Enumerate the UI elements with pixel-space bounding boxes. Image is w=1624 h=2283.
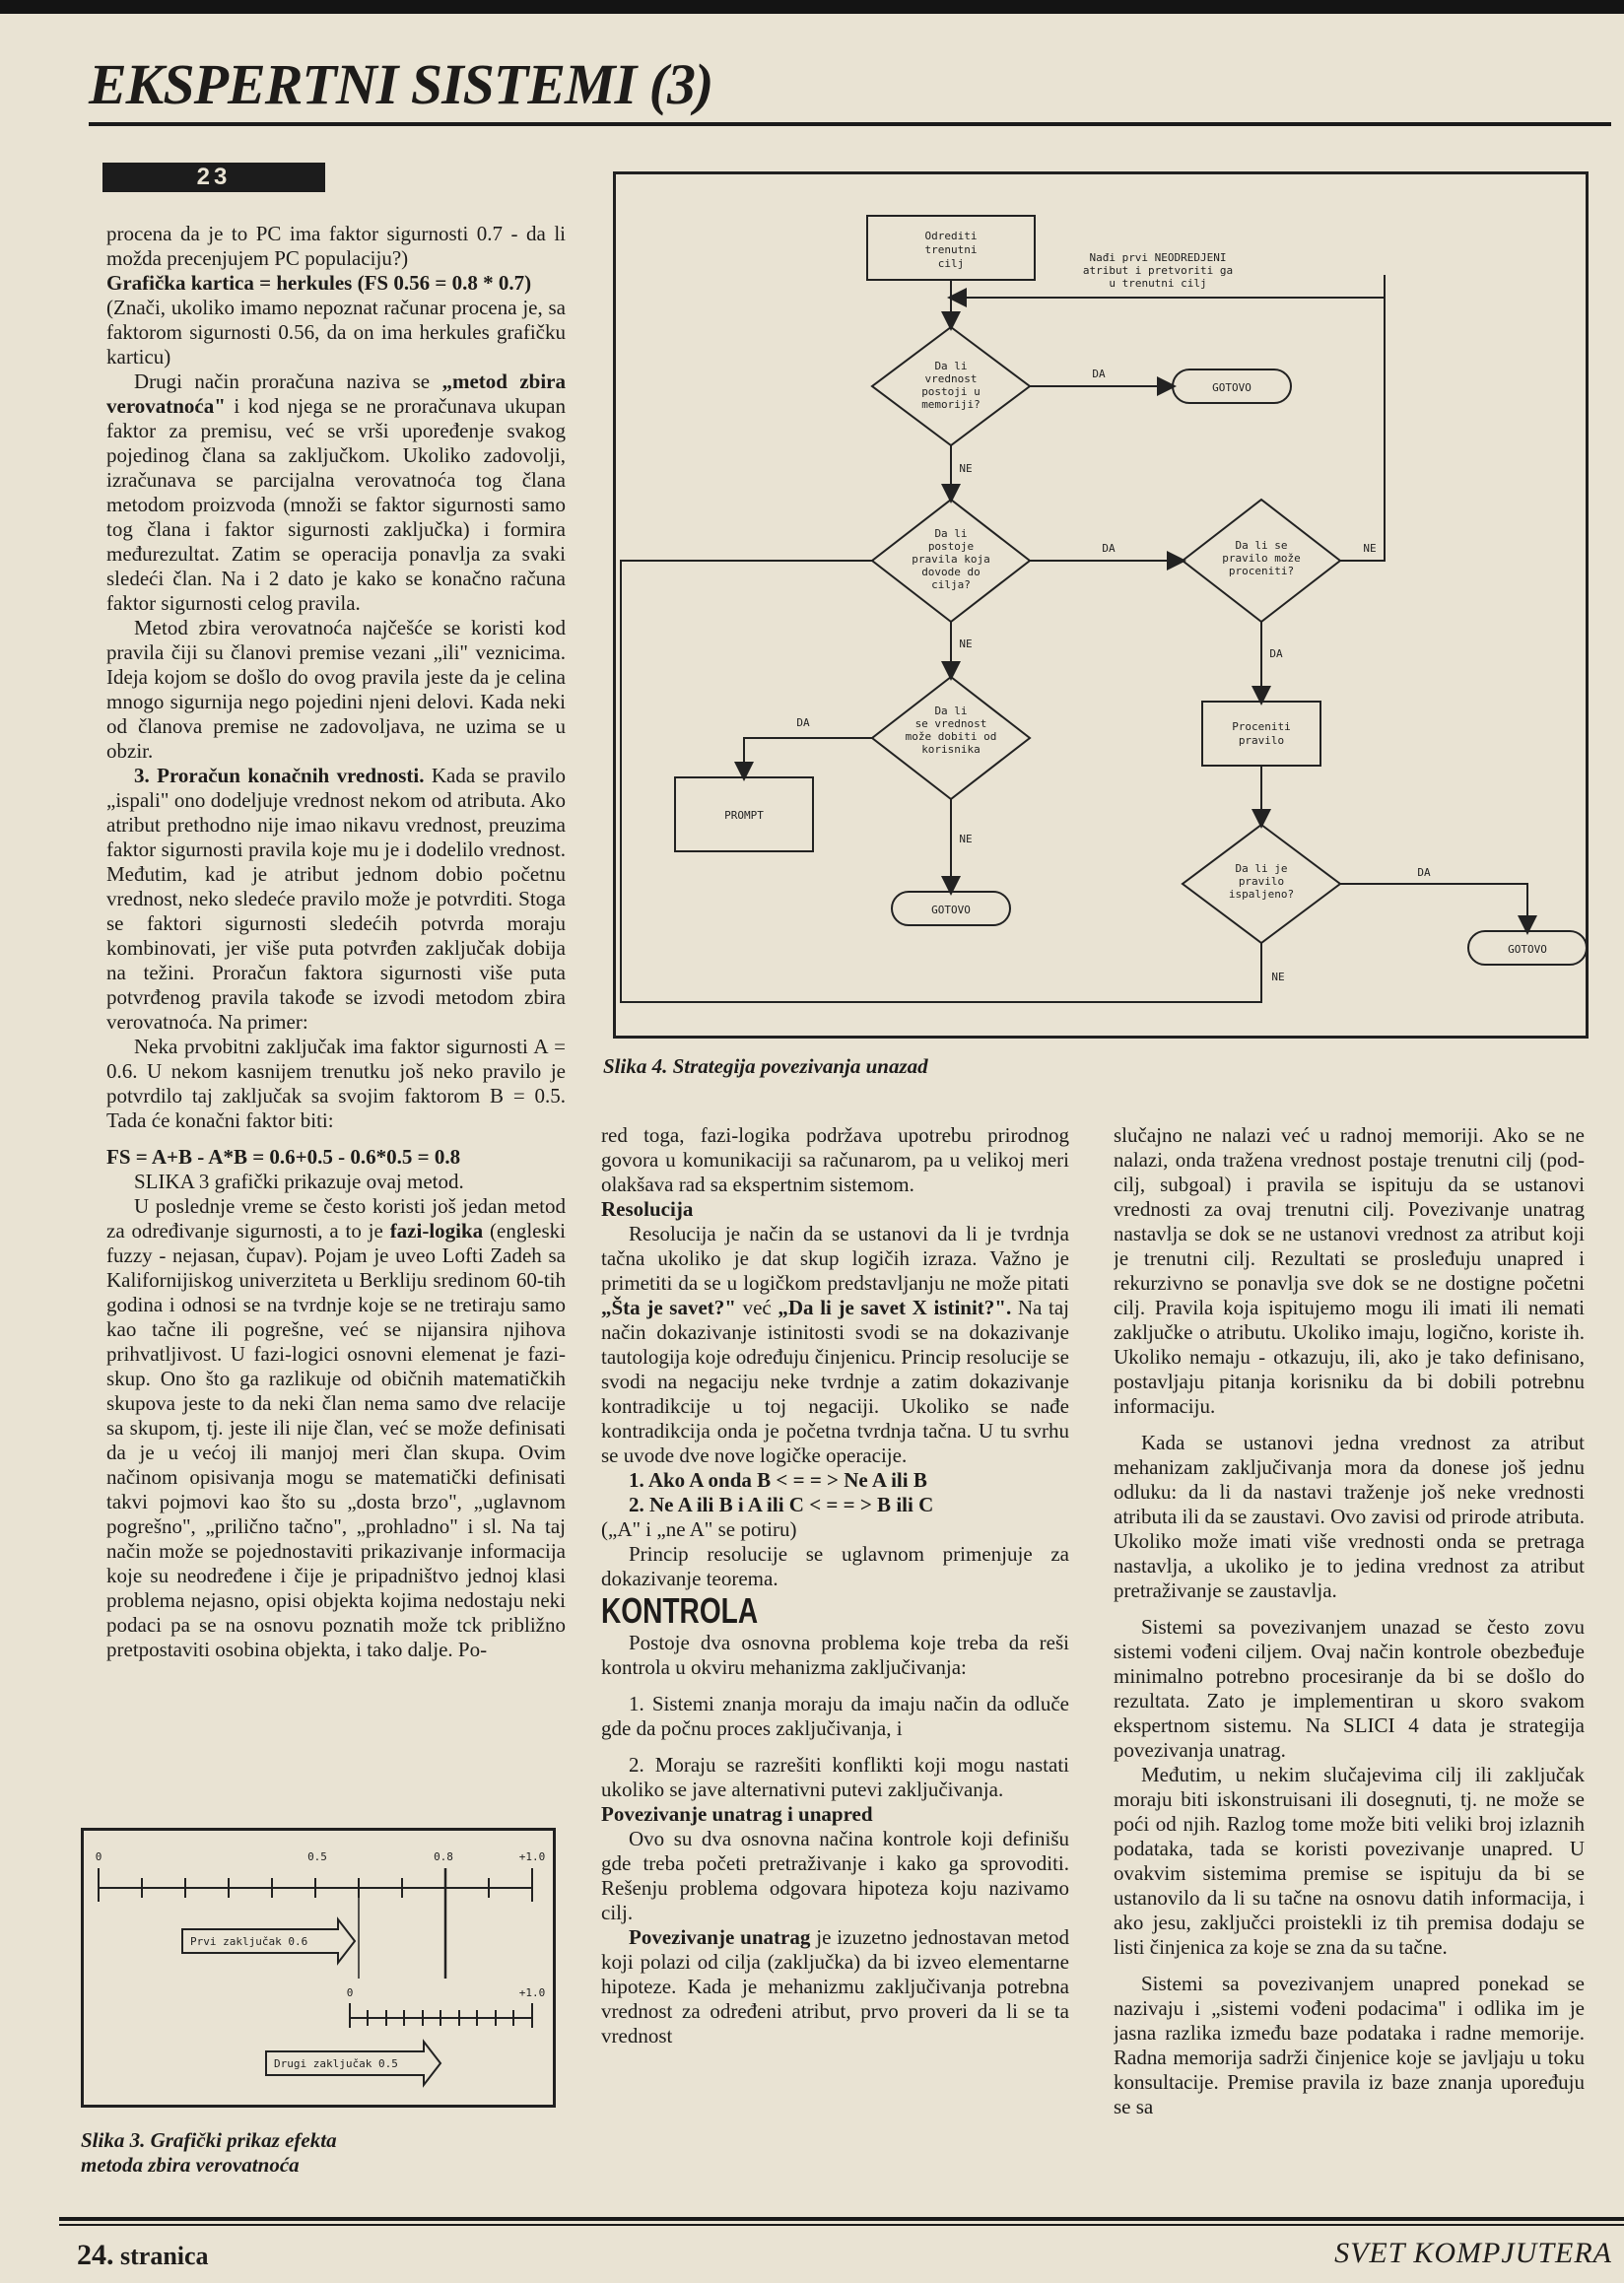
scale2-label-1: +1.0 — [518, 1986, 546, 1999]
label-isp-2: pravilo — [1238, 875, 1285, 888]
figure-3-caption-line1: Slika 3. Grafički prikaz efekta — [81, 2128, 337, 2152]
figure-4-frame — [613, 171, 1589, 1039]
text-run: već — [735, 1296, 778, 1319]
label-ne-3: NE — [1271, 971, 1285, 983]
label-isp-1: Da li je — [1235, 862, 1288, 875]
page-number — [77, 2239, 209, 2272]
label-ne-4: NE — [959, 638, 973, 650]
paragraph: Postoje dva osnovna problema koje treba da reši kontrola u okviru mehanizma zaključivanja: — [601, 1631, 1069, 1679]
title-rule — [89, 122, 1611, 126]
paragraph — [601, 1925, 1069, 2048]
paragraph: Kada se ustanovi jedna vrednost za atribut mehanizam zaključivanja mora da donese još jednu odluku: da li da nastavi traženje još neke vrednosti atributa ili da se zaustavi. Ovo zavisi od prirode atributa. Ukoliko može imati više vrednosti onda se pretraga nastavlja, a ukoliko je to jedina vrednost za atribut pretraživanje se zaustavlja. — [1114, 1431, 1585, 1602]
paragraph: Metod zbira verovatnoća najčešće se koristi kod pravila čiji su članovi premise vezani „ili" veznicima. Ideja kojom se došlo do ovog pravila jeste da je celina mnogo sigurnija nego pojedini njeni delovi. Kada neki od članova premise ne zadovoljava, ne uzima se u obzir. — [106, 616, 566, 763]
label-odrediti-3: cilj — [937, 257, 965, 270]
label-da-5: DA — [796, 716, 810, 729]
label-prav-5: cilja? — [931, 578, 971, 591]
paragraph: Međutim, u nekim slučajevima cilj ili zaključak moraju biti iskonstruisani ili dosegnuti, tj. ne može se poći od njih. Razlog tome može biti veliki broj izlaznih podataka, tada se koristi povezivanje unapred. U ovakvim sistemima premise se ispituju da bi se ustanovilo da li su tačne na osnovu datih informacija, i ako jesu, zaključci proistekli iz tih premisa dodaju se listi činjenica za koje se zna da su tačne. — [1114, 1763, 1585, 1959]
label-da-1: DA — [1092, 368, 1106, 380]
label-da-4: DA — [1417, 866, 1431, 879]
magazine-name: SVET KOMPJUTERA — [1334, 2237, 1612, 2269]
label-ne-5: NE — [959, 833, 973, 845]
section-heading: Povezivanje unatrag i unapred — [601, 1802, 873, 1826]
label-da-2: DA — [1102, 542, 1116, 555]
scale1-label-1: +1.0 — [518, 1850, 546, 1863]
paragraph: 1. Sistemi znanja moraju da imaju način da odluče gde da počnu proces zaključivanja, i — [601, 1692, 1069, 1740]
paragraph — [601, 1222, 1069, 1468]
label-drugi-zakljucak: Drugi zaključak 0.5 — [274, 2057, 398, 2070]
label-kor-1: Da li — [934, 705, 968, 717]
label-mem-1: Da li — [934, 360, 968, 372]
label-ne-1: NE — [959, 462, 973, 475]
label-odrediti-1: Odrediti — [924, 230, 978, 242]
paragraph: („A" i „ne A" se potiru) — [601, 1517, 797, 1541]
page-word: stranica — [120, 2242, 209, 2270]
figure-3-frame — [81, 1828, 556, 2108]
label-box-proc-2: pravilo — [1238, 734, 1285, 747]
scale1-label-08: 0.8 — [434, 1850, 453, 1863]
paragraph: procena da je to PC ima faktor sigurnosti 0.7 - da li možda precenjujem PC populaciju?) — [106, 222, 566, 270]
logic-operation-2: 2. Ne A ili B i A ili C < = = > B ili C — [629, 1493, 934, 1516]
flowchart-figure-4 — [616, 174, 1586, 1036]
label-odrediti-2: trenutni — [924, 243, 978, 256]
text-run: Drugi način proračuna naziva se — [134, 369, 442, 393]
column-2 — [601, 1123, 1069, 2199]
paragraph: Princip resolucije se uglavnom primenjuje za dokazivanje teorema. — [601, 1542, 1069, 1590]
article-title: EKSPERTNI SISTEMI (3) — [89, 52, 713, 116]
section-heading-kontrola: KONTROLA — [601, 1590, 759, 1631]
scale1-label-05: 0.5 — [307, 1850, 327, 1863]
paragraph: SLIKA 3 grafički prikazuje ovaj metod. — [134, 1170, 464, 1193]
scale1-label-0: 0 — [95, 1850, 102, 1863]
paragraph — [106, 369, 566, 616]
footer-rule-thin — [59, 2224, 1624, 2226]
paragraph: 2. Moraju se razrešiti konflikti koji mogu nastati ukoliko se jave alternativni putevi zaključivanja. — [601, 1753, 1069, 1801]
text-run: Na taj način dokazivanje istinitosti svodi se na dokazivanje tautologija koje određuju činjenicu. Princip resolucije se svodi na negaciju neke tvrdnje a zatim dokazivanje kontradikcije u toj negaciji. Ukoliko se nađe kontradikcija onda je početna tvrdnja tačna. U tu svrhu se uvode dve nove logičke operacije. — [601, 1296, 1069, 1467]
note-first-3: u trenutni cilj — [1109, 277, 1207, 290]
issue-number-badge: 23 — [102, 163, 325, 192]
scale-figure-3 — [84, 1831, 553, 2105]
scale2-ticks — [350, 2003, 532, 2028]
section-heading: 3. Proračun konačnih vrednosti. — [134, 764, 425, 787]
paragraph: red toga, fazi-logika podržava upotrebu prirodnog govora u komunikaciji sa računarom, pa u velikoj meri olakšava rad sa ekspertnim sistemom. — [601, 1123, 1069, 1196]
label-box-proc-1: Proceniti — [1232, 720, 1291, 733]
label-gotovo-2: GOTOVO — [931, 904, 971, 916]
label-kor-2: se vrednost — [914, 717, 987, 730]
figure-4-caption: Slika 4. Strategija povezivanja unazad — [603, 1054, 928, 1078]
label-gotovo-3: GOTOVO — [1508, 943, 1547, 956]
label-proc-3: proceniti? — [1228, 565, 1295, 577]
term: Povezivanje unatrag — [629, 1925, 811, 1949]
top-edge-bar — [0, 0, 1624, 14]
term: fazi-logika — [389, 1219, 484, 1242]
label-prav-3: pravila koja — [912, 553, 990, 566]
note-first-1: Nađi prvi NEODREDJENI — [1089, 251, 1227, 264]
label-kor-3: može dobiti od — [905, 730, 997, 743]
paragraph: Sistemi sa povezivanjem unapred ponekad se nazivaju i „sistemi vođeni podacima" i odlika im je jasna razlika između baze podataka i radne memorije. Radna memorija sadrži činjenice koje se javljaju u toku konsultacije. Premise pravila iz baze znanja upoređuju se sa — [1114, 1972, 1585, 2118]
paragraph: Grafička kartica = herkules (FS 0.56 = 0.8 * 0.7) — [106, 271, 532, 295]
term: „metod zbira verovatnoća" — [106, 369, 566, 418]
column-1 — [106, 222, 566, 1823]
label-da-3: DA — [1269, 647, 1283, 660]
label-prav-2: postoje — [927, 540, 975, 553]
label-kor-4: korisnika — [921, 743, 981, 756]
logic-operation-1: 1. Ako A onda B < = = > Ne A ili B — [629, 1468, 927, 1492]
scale1-ticks — [99, 1868, 532, 1902]
label-isp-3: ispaljeno? — [1228, 888, 1295, 901]
paragraph — [106, 764, 566, 1035]
note-first-2: atribut i pretvoriti ga — [1082, 264, 1234, 277]
label-prav-4: dovode do — [921, 566, 981, 578]
section-heading: Resolucija — [601, 1197, 694, 1221]
paragraph: Ovo su dva osnovna načina kontrole koji definišu gde treba početi pretraživanje i kako ga sprovoditi. Rešenju problema odgovara hipoteza koju nazivamo cilj. — [601, 1827, 1069, 1924]
label-mem-4: memoriji? — [921, 398, 981, 411]
paragraph: slučajno ne nalazi već u radnoj memoriji. Ako se ne nalazi, onda tražena vrednost postaje trenutni cilj (pod-cilj, subgoal) i pravila se ispituju da se ustanovi vrednosti za ovaj trenutni cilj. Povezivanje unatrag nastavlja se dok se ne ustanovi vrednost za atribut koji je trenutni cilj. Rezultati se prosleđuju unapred i rekurzivno se ponavlja sve dok se ne dostigne početni cilj. Pravila koja ispitujemo mogu ili imati ili nemati zaključke o atributu. Ukoliko imaju, logično, koriste ih. Ukoliko nemaju - otkazuju, ili, ako je tako definisano, postavljaju pitanja korisniku da bi dobili potrebnu informaciju. — [1114, 1123, 1585, 1418]
page-number-value: 24. — [77, 2239, 114, 2271]
term: „Da li je savet X istinit?". — [778, 1296, 1012, 1319]
text-run: i kod njega se ne proračunava ukupan faktor za premisu, već se vrši upoređenje svakog pojedinog člana sa zaključkom. Ukoliko zadovolji, izračunava se parcijalna verovatnoća tog člana metodom proizvoda (množi se faktor sigurnosti samo tog člana i faktor sigurnosti zaključka) i formira međurezultat. Zatim se operacija ponavlja za svaki sledeći član. Na i 2 dato je kako se konačno računa faktor sigurnosti celog pravila. — [106, 394, 566, 615]
label-gotovo-1: GOTOVO — [1212, 381, 1252, 394]
scale2-label-0: 0 — [346, 1986, 354, 1999]
figure-3-caption-line2: metoda zbira verovatnoća — [81, 2153, 300, 2177]
text-run: Kada se pravilo „ispali" ono dodeljuje vrednost nekom od atributa. Ako atribut prethodno nije imao nikavu vrednost, preuzima faktor sigurnosti pravila koje mu je i dodelilo vrednost. Međutim, kad je atribut jednom dobio početnu vrednost, neko sledeće pravilo može je potvrditi. Stoga se faktori sigurnosti sledećih potvrda moraju kombinovati, jer više puta potvrđen zaključak dobija na težini. Proračun faktora sigurnosti više puta potvrđenog pravila takođe se izvodi metodom zbira verovatnoća. Na primer: — [106, 764, 566, 1034]
label-prvi-zakljucak: Prvi zaključak 0.6 — [190, 1935, 308, 1948]
footer-rule — [59, 2217, 1624, 2221]
text-run: Resolucija je način da se ustanovi da li je tvrdnja tačna ukoliko je dat skup logičih izraza. Važno je primetiti da se u logičkom predstavljanju ne može pitati — [601, 1222, 1069, 1295]
formula: FS = A+B - A*B = 0.6+0.5 - 0.6*0.5 = 0.8 — [106, 1145, 461, 1169]
label-proc-2: pravilo može — [1222, 552, 1301, 565]
term: „Šta je savet?" — [601, 1296, 736, 1319]
text-run: (engleski fuzzy - nejasan, čupav). Pojam je uveo Lofti Zadeh sa Kalifornijiskog univerziteta u Berkliju sredinom 60-tih godina i odnosi se na tvrdnje koje se ne tretiraju samo kao tačne ili pogrešne, već se nijansira njihova prihvatljivost. U fazi-logici osnovni elemenat je fazi-skup. Ono što ga razlikuje od običnih matematičkih skupova jeste to da neki član nema samo dve relacije sa skupom, tj. jeste ili nije član, već se može definisati da je u većoj ili manjoj meri član skupa. Ovim načinom opisivanja mogu se matematički definisati takvi pojmovi kao što su „dosta brzo", „uglavnom pogrešno", „prilično tačno", „prohladno" i sl. Na taj način može se pojednostaviti prikazivanje informacija koje su neodređene i čije je pripadništvo jednoj klasi problema nejasno, opisi objekta kojima nedostaju neki podaci pa se na osnovu poznatih može tck približno pretpostaviti osobina objekta, i tako dalje. Po- — [106, 1219, 566, 1661]
paragraph: (Znači, ukoliko imamo nepoznat računar procena je, sa faktorom sigurnosti 0.56, da on ima herkules grafičku karticu) — [106, 296, 566, 369]
label-proc-1: Da li se — [1235, 539, 1288, 552]
text-run: U poslednje vreme se često koristi još jedan metod za određivanje sigurnosti, a to je — [106, 1194, 566, 1242]
paragraph: Neka prvobitni zaključak ima faktor sigurnosti A = 0.6. U nekom kasnijem trenutku još neko pravilo je potvrdilo taj zaključak sa svojim faktorom B = 0.5. Tada će konačni faktor biti: — [106, 1035, 566, 1132]
text-run: je izuzetno jednostavan metod koji polazi od cilja (zaključka) da bi izveo elementarne hipoteze. Kada je mehanizmu zaključivanja potrebna vrednost za određeni atribut, prvo proveri da li se ta vrednost — [601, 1925, 1069, 2048]
label-mem-2: vrednost — [924, 372, 978, 385]
label-prav-1: Da li — [934, 527, 968, 540]
label-ne-2: NE — [1363, 542, 1377, 555]
paragraph: Sistemi sa povezivanjem unazad se često zovu sistemi vođeni ciljem. Ovaj način kontrole obezbeđuje minimalno potrebno procesiranje da bi se došlo do rezultata. Zato je implementiran u skoro svakom ekspertnom sistemu. Na SLICI 4 data je strategija povezivanja unatrag. — [1114, 1615, 1585, 1762]
label-prompt: PROMPT — [724, 809, 764, 822]
label-mem-3: postoji u — [921, 385, 981, 398]
paragraph — [106, 1194, 566, 1662]
column-3 — [1114, 1123, 1585, 2199]
